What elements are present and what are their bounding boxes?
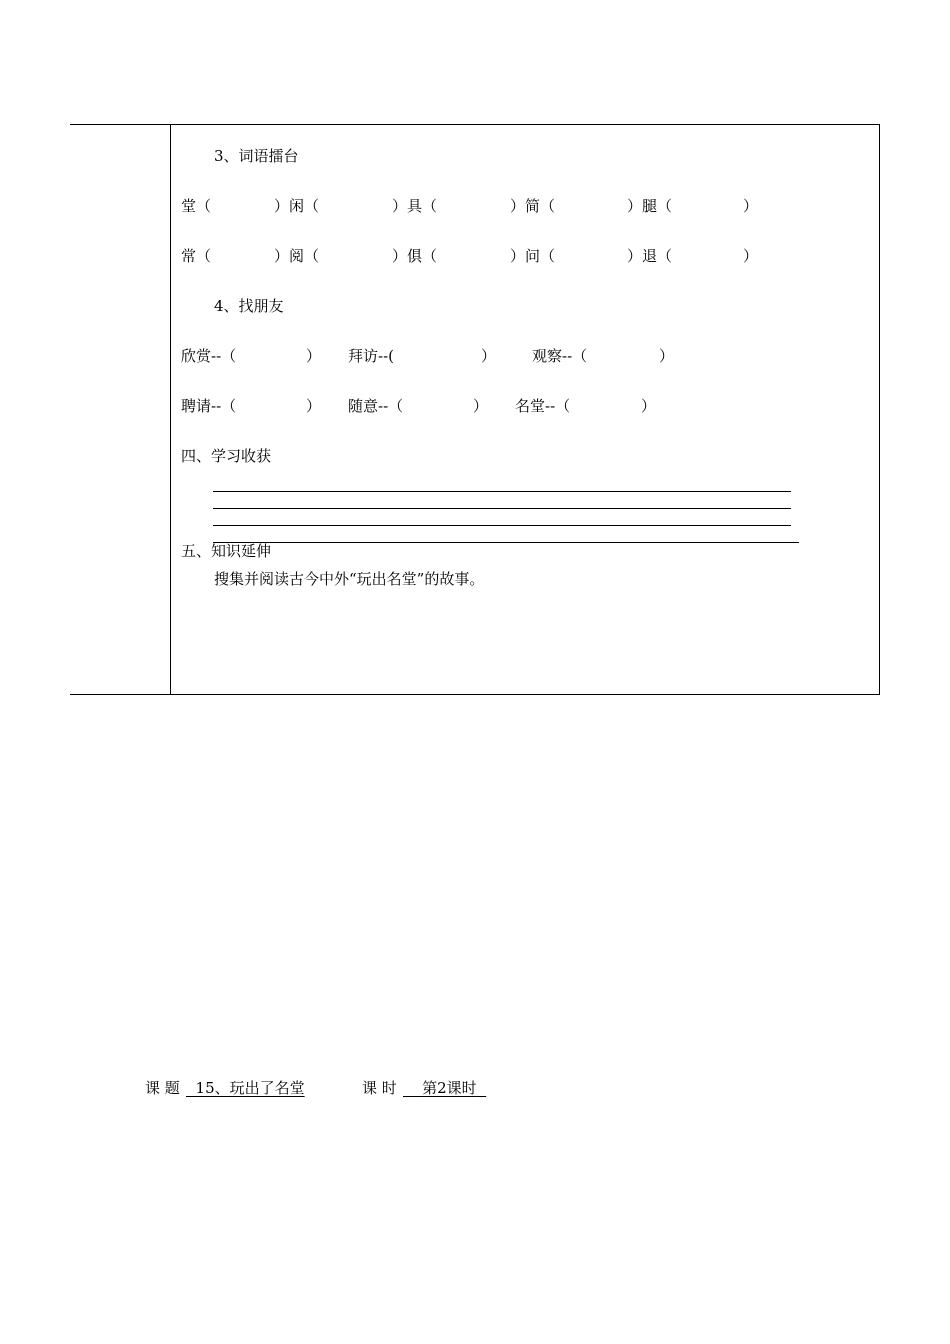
word-row-2-cell-5: ）退（ (627, 247, 673, 265)
section3-heading: 3、词语擂台 (214, 147, 299, 165)
word-row-1-cell-2: ）闲（ (274, 197, 320, 215)
word-row-1-cell-6: ） (743, 197, 759, 215)
answer-line-2 (213, 508, 791, 509)
friend-row-2-word-3: 名堂--（ (515, 397, 571, 415)
friend-row-1-word-2: 拜访--( (348, 347, 394, 365)
answer-line-1 (213, 491, 791, 492)
extend-body: 搜集并阅读古今中外“玩出名堂”的故事。 (214, 570, 485, 588)
answer-line-4 (213, 542, 799, 543)
table-column-divider (170, 124, 171, 695)
period-value: 第2课时 (422, 1079, 477, 1097)
friend-row-1-word-3: 观察--（ (532, 347, 588, 365)
friend-row-2-close-2: ） (473, 397, 489, 415)
word-row-2-cell-4: ）问（ (510, 247, 556, 265)
word-row-2-cell-3: ）俱（ (392, 247, 438, 265)
word-row-1-cell-5: ）腿（ (627, 197, 673, 215)
friend-row-2-close-1: ） (306, 397, 322, 415)
friend-row-2-close-3: ） (641, 397, 657, 415)
word-row-1-cell-4: ）简（ (510, 197, 556, 215)
word-row-2-cell-2: ）阅（ (274, 247, 320, 265)
friend-row-1-close-3: ） (659, 347, 675, 365)
friend-row-2-word-2: 随意--（ (348, 397, 404, 415)
topic-label: 课 题 (145, 1079, 180, 1097)
answer-line-3 (213, 525, 791, 526)
word-row-1-cell-1: 堂（ (181, 197, 212, 215)
topic-value: 15、玩出了名堂 (195, 1079, 305, 1097)
word-row-2-cell-6: ） (743, 247, 759, 265)
section4-heading: 4、找朋友 (214, 297, 284, 315)
word-row-1-cell-3: ）具（ (392, 197, 438, 215)
extend-heading: 五、知识延伸 (181, 542, 272, 560)
friend-row-1-word-1: 欣赏--（ (181, 347, 237, 365)
friend-row-1-close-1: ） (306, 347, 322, 365)
word-row-2-cell-1: 常（ (181, 247, 212, 265)
friend-row-1-close-2: ） (481, 347, 497, 365)
friend-row-2-word-1: 聘请--（ (181, 397, 237, 415)
period-label: 课 时 (362, 1079, 397, 1097)
gains-heading: 四、学习收获 (181, 447, 272, 465)
